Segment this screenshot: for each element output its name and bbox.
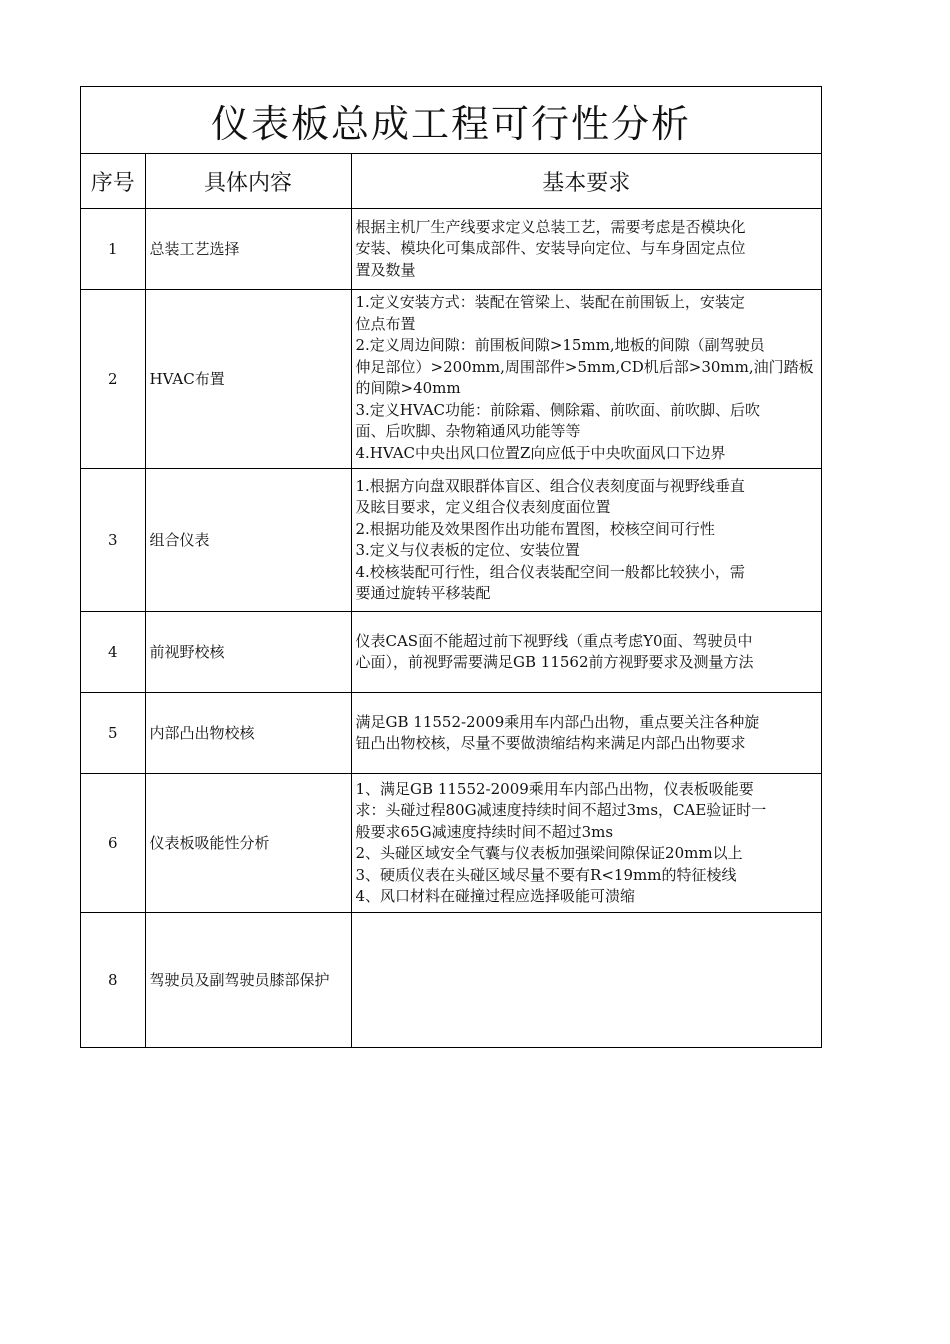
header-index: 序号 — [81, 154, 145, 209]
requirement-line: 般要求65G减速度持续时间不超过3ms — [355, 822, 614, 841]
row-content: 内部凸出物校核 — [145, 693, 351, 774]
requirement-line: 3.定义HVAC功能：前除霜、侧除霜、前吹面、前吹脚、后吹 — [355, 400, 761, 419]
requirement-line: 钮凸出物校核，尽量不要做溃缩结构来满足内部凸出物要求 — [355, 734, 746, 752]
requirement-line: 4.校核装配可行性，组合仪表装配空间一般都比较狭小，需 — [355, 562, 745, 581]
row-index: 3 — [81, 469, 145, 612]
table-row — [81, 612, 821, 693]
row-requirement — [351, 469, 821, 612]
row-content: HVAC布置 — [145, 290, 351, 469]
row-requirement — [351, 209, 821, 290]
row-content: 总装工艺选择 — [145, 209, 351, 290]
row-requirement — [351, 290, 821, 469]
row-content: 仪表板吸能性分析 — [145, 774, 351, 913]
header-row — [81, 154, 821, 209]
header-requirement: 基本要求 — [351, 154, 821, 209]
row-index: 4 — [81, 612, 145, 693]
requirement-line: 2.定义周边间隙：前围板间隙>15mm,地板的间隙（副驾驶员 — [355, 336, 765, 354]
requirement-line: 3、硬质仪表在头碰区域尽量不要有R<19mm的特征棱线 — [355, 865, 737, 884]
spreadsheet-table — [80, 86, 822, 1048]
row-requirement — [351, 913, 821, 1048]
requirement-line: 的间隙>40mm — [355, 379, 461, 397]
row-index: 1 — [81, 209, 145, 290]
requirement-line: 1.根据方向盘双眼群体盲区、组合仪表刻度面与视野线垂直 — [355, 476, 745, 495]
requirement-line: 求：头碰过程80G减速度持续时间不超过3ms，CAE验证时一 — [355, 801, 767, 819]
requirement-line: 安装、模块化可集成部件、安装导向定位、与车身固定点位 — [355, 239, 746, 258]
table-row — [81, 693, 821, 774]
row-content: 前视野校核 — [145, 612, 351, 693]
table-row — [81, 209, 821, 290]
row-index: 5 — [81, 693, 145, 774]
requirement-line: 仪表CAS面不能超过前下视野线（重点考虑Y0面、驾驶员中 — [355, 631, 753, 650]
requirement-line: 及眩目要求，定义组合仪表刻度面位置 — [355, 498, 611, 516]
row-requirement — [351, 774, 821, 913]
table-row — [81, 290, 821, 469]
requirement-line: 1、满足GB 11552-2009乘用车内部凸出物，仪表板吸能要 — [355, 779, 754, 798]
row-index: 2 — [81, 290, 145, 469]
requirement-line: 心面），前视野需要满足GB 11562前方视野要求及测量方法 — [355, 653, 754, 671]
requirement-line: 位点布置 — [355, 314, 416, 333]
requirement-line: 满足GB 11552-2009乘用车内部凸出物，重点要关注各种旋 — [355, 712, 760, 731]
header-content: 具体内容 — [145, 154, 351, 209]
row-requirement — [351, 612, 821, 693]
row-content: 驾驶员及副驾驶员膝部保护 — [145, 913, 351, 1048]
requirement-line: 4、风口材料在碰撞过程应选择吸能可溃缩 — [355, 887, 636, 905]
table-row — [81, 774, 821, 913]
table-row — [81, 469, 821, 612]
requirement-clip — [356, 290, 816, 468]
requirement-line: 伸足部位）>200mm,周围部件>5mm,CD机后部>30mm,油门踏板 — [355, 357, 814, 376]
row-requirement — [351, 693, 821, 774]
requirement-line: 根据主机厂生产线要求定义总装工艺，需要考虑是否模块化 — [355, 217, 746, 236]
page-title: 仪表板总成工程可行性分析 — [81, 87, 821, 154]
requirement-line: 4.HVAC中央出风口位置Z向应低于中央吹面风口下边界 — [355, 443, 726, 462]
requirement-line: 面、后吹脚、杂物箱通风功能等等 — [355, 422, 581, 440]
table-row — [81, 913, 821, 1048]
requirement-line: 2.根据功能及效果图作出功能布置图，校核空间可行性 — [355, 519, 715, 538]
requirement-line: 2、头碰区域安全气囊与仪表板加强梁间隙保证20mm以上 — [355, 844, 743, 862]
row-index: 6 — [81, 774, 145, 913]
row-index: 8 — [81, 913, 145, 1048]
analysis-table — [81, 154, 821, 1047]
requirement-line: 置及数量 — [355, 260, 416, 279]
requirement-line: 要通过旋转平移装配 — [355, 584, 491, 602]
requirement-line: 3.定义与仪表板的定位、安装位置 — [355, 541, 580, 559]
requirement-line: 1.定义安装方式：装配在管梁上、装配在前围钣上，安装定 — [355, 293, 745, 311]
row-content: 组合仪表 — [145, 469, 351, 612]
